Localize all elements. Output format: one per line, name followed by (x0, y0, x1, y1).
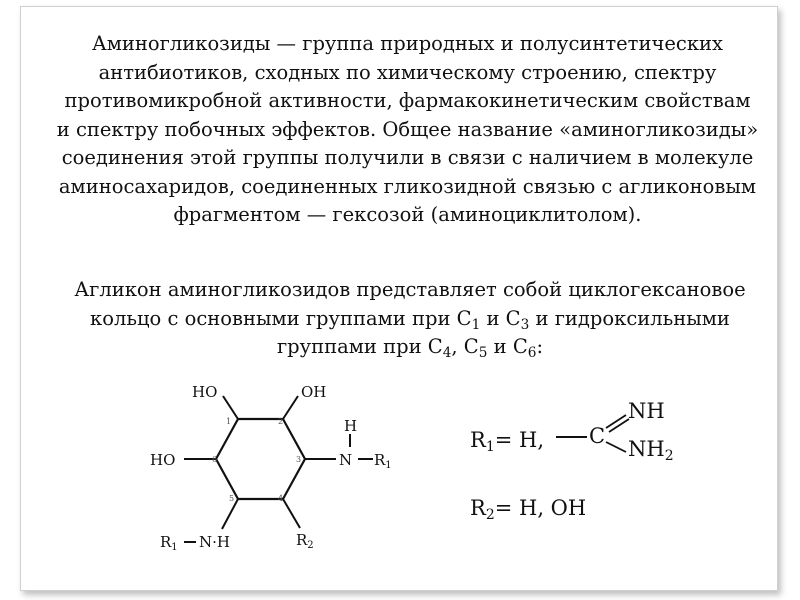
ring-number-5: 5 (229, 494, 235, 503)
ring-bond-top-right (283, 419, 305, 459)
ring-number-1: 1 (226, 417, 232, 426)
amidine-nh2-sub: 2 (664, 448, 674, 464)
amidine-nh2 (628, 437, 674, 464)
paragraph-aminoglycosides-definition: Аминогликозиды — группа природных и полусинтетических антибиотиков, сходных по химическому строению, спектру противомикробной активности, фармакокинетическим свойствам и спектру побочных эффектов. Общее название «аминогликозиды» соединения этой группы получили в связи с наличием в молекуле аминосахаридов, соединенных гликозидной связью с агликоновым фрагментом — гексозой (аминоциклитолом). (56, 32, 759, 226)
label-r1-bottom (160, 533, 178, 553)
para2-sub-1: 1 (471, 316, 481, 333)
label-r2-bottom-r: R (296, 531, 308, 549)
r1-definition (470, 428, 544, 455)
label-r1-right-r: R (374, 451, 386, 469)
structure-labels (150, 383, 392, 553)
r1-eq: = H, (494, 428, 544, 452)
bond-c-nh2 (606, 442, 626, 452)
para2-end: : (536, 335, 544, 358)
ring-number-6: 6 (212, 455, 218, 464)
para2-sub-3: 3 (520, 316, 530, 333)
ring-bond-bottom-right (283, 459, 305, 499)
label-r1-bottom-sub: 1 (171, 542, 178, 553)
ring-number-4: 4 (278, 494, 284, 503)
para2-and-1: и С (480, 306, 521, 330)
label-r1-right-sub: 1 (385, 460, 392, 471)
para2-sub-5: 5 (478, 345, 488, 361)
label-oh-top: OH (301, 383, 327, 401)
bond-r2-bottom (283, 499, 300, 528)
ring-bond-bottom-left (216, 459, 238, 499)
para2-and-2: и С (487, 335, 528, 358)
para2-text-before: Агликон аминогликозидов представляет собой циклогексановое кольцо с основными группами при С (74, 278, 746, 330)
amidine-nh: NH (628, 399, 665, 423)
label-n-right: N (339, 451, 353, 469)
para2-comma: , С (451, 335, 479, 358)
r1-label: R (470, 428, 486, 452)
ring-number-3: 3 (296, 455, 302, 464)
r2-eq: = H, OH (494, 496, 587, 520)
cyclohexane-ring (216, 419, 305, 499)
label-r2-bottom (296, 531, 314, 551)
para2-sub-4: 4 (442, 345, 452, 361)
bond-oh-top (283, 396, 298, 419)
bond-nh-bottom (222, 499, 238, 529)
bond-c-nh-double-1 (606, 415, 626, 428)
label-ho-top: HO (192, 383, 218, 401)
r2-definition (470, 496, 586, 523)
substituent-definitions (470, 399, 674, 523)
bond-c-nh-double-2 (609, 419, 629, 432)
label-h-top: H (344, 417, 358, 435)
para2-mid: и гидроксильными группами при С (276, 306, 730, 358)
r2-sub: 2 (485, 507, 495, 523)
label-r2-bottom-sub: 2 (307, 540, 314, 551)
bond-ho-top (223, 396, 238, 419)
label-nh-bottom: N·H (199, 533, 230, 551)
label-ho-left: HO (150, 451, 176, 469)
r2-label: R (470, 496, 486, 520)
ring-number-2: 2 (278, 417, 284, 426)
label-r1-right (374, 451, 392, 471)
para2-sub-6: 6 (527, 345, 537, 361)
r1-sub: 1 (485, 439, 495, 455)
amidine-c: C (589, 424, 606, 448)
label-r1-bottom-r: R (160, 533, 172, 551)
amidine-nh2-nh: NH (628, 437, 665, 461)
